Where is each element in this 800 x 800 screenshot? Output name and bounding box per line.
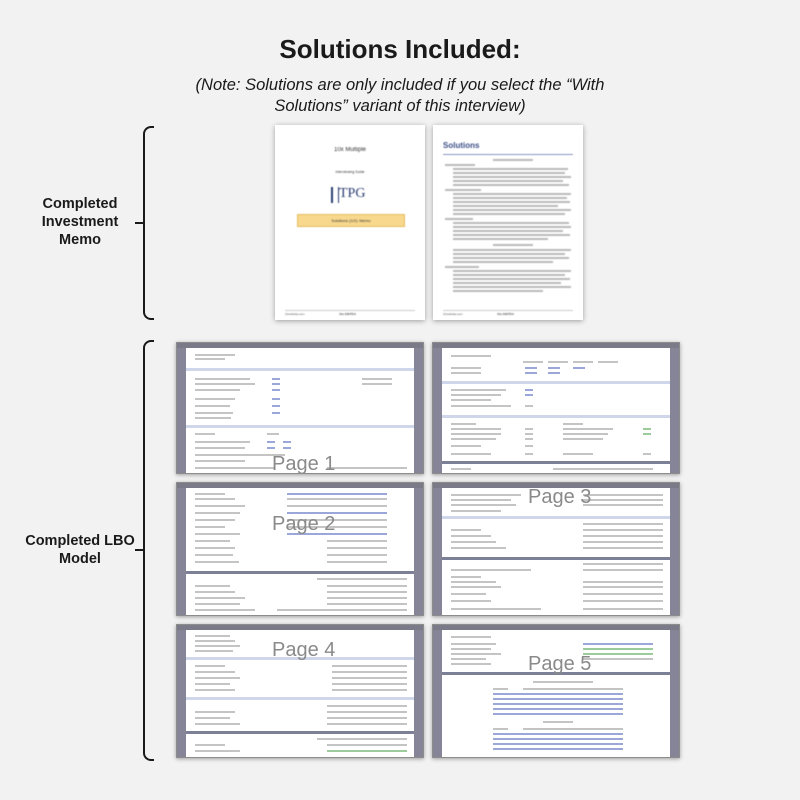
memo-bracket: [143, 126, 154, 320]
memo-solutions-box: Solutions (1/2): Memo: [297, 214, 405, 227]
memo-solutions-page: [433, 125, 583, 320]
lbo-bracket: [143, 340, 154, 761]
model-page-2-label: Page 2: [272, 513, 336, 535]
memo-cover-subheading: Interviewing Guide: [335, 170, 365, 174]
memo-section-label: Completed Investment Memo: [41, 196, 119, 248]
page-title: Solutions Included:: [279, 34, 521, 64]
tpg-logo: [331, 185, 367, 205]
memo-cover-footer-left: 10xebitda.com: [285, 312, 305, 316]
model-page-4: [176, 624, 424, 758]
tpg-logo-text: TPG: [339, 186, 366, 201]
memo-solutions-footer-mid: 10x EBITDA: [497, 312, 515, 316]
model-page-1-label: Page 1: [272, 453, 336, 474]
memo-cover-heading: 10x Multiple: [333, 147, 366, 153]
model-page-unlabeled: [432, 342, 680, 474]
model-page-5: [432, 624, 680, 758]
memo-solutions-heading: Solutions: [443, 141, 480, 150]
model-page-4-label: Page 4: [272, 639, 336, 661]
model-page-2: [176, 482, 424, 616]
model-page-3-label: Page 3: [528, 486, 592, 508]
model-page-1: [176, 342, 424, 474]
lbo-section-label: Completed LBO Model: [25, 533, 135, 567]
memo-cover-footer-mid: 10x EBITDA: [339, 312, 357, 316]
model-page-5-label: Page 5: [528, 653, 592, 675]
model-page-3: [432, 482, 680, 616]
memo-solutions-footer-left: 10xebitda.com: [443, 312, 463, 316]
memo-cover-page: [275, 125, 425, 320]
solutions-note: (Note: Solutions are only included if you select the “With Solutions” variant of this interview): [195, 76, 605, 115]
